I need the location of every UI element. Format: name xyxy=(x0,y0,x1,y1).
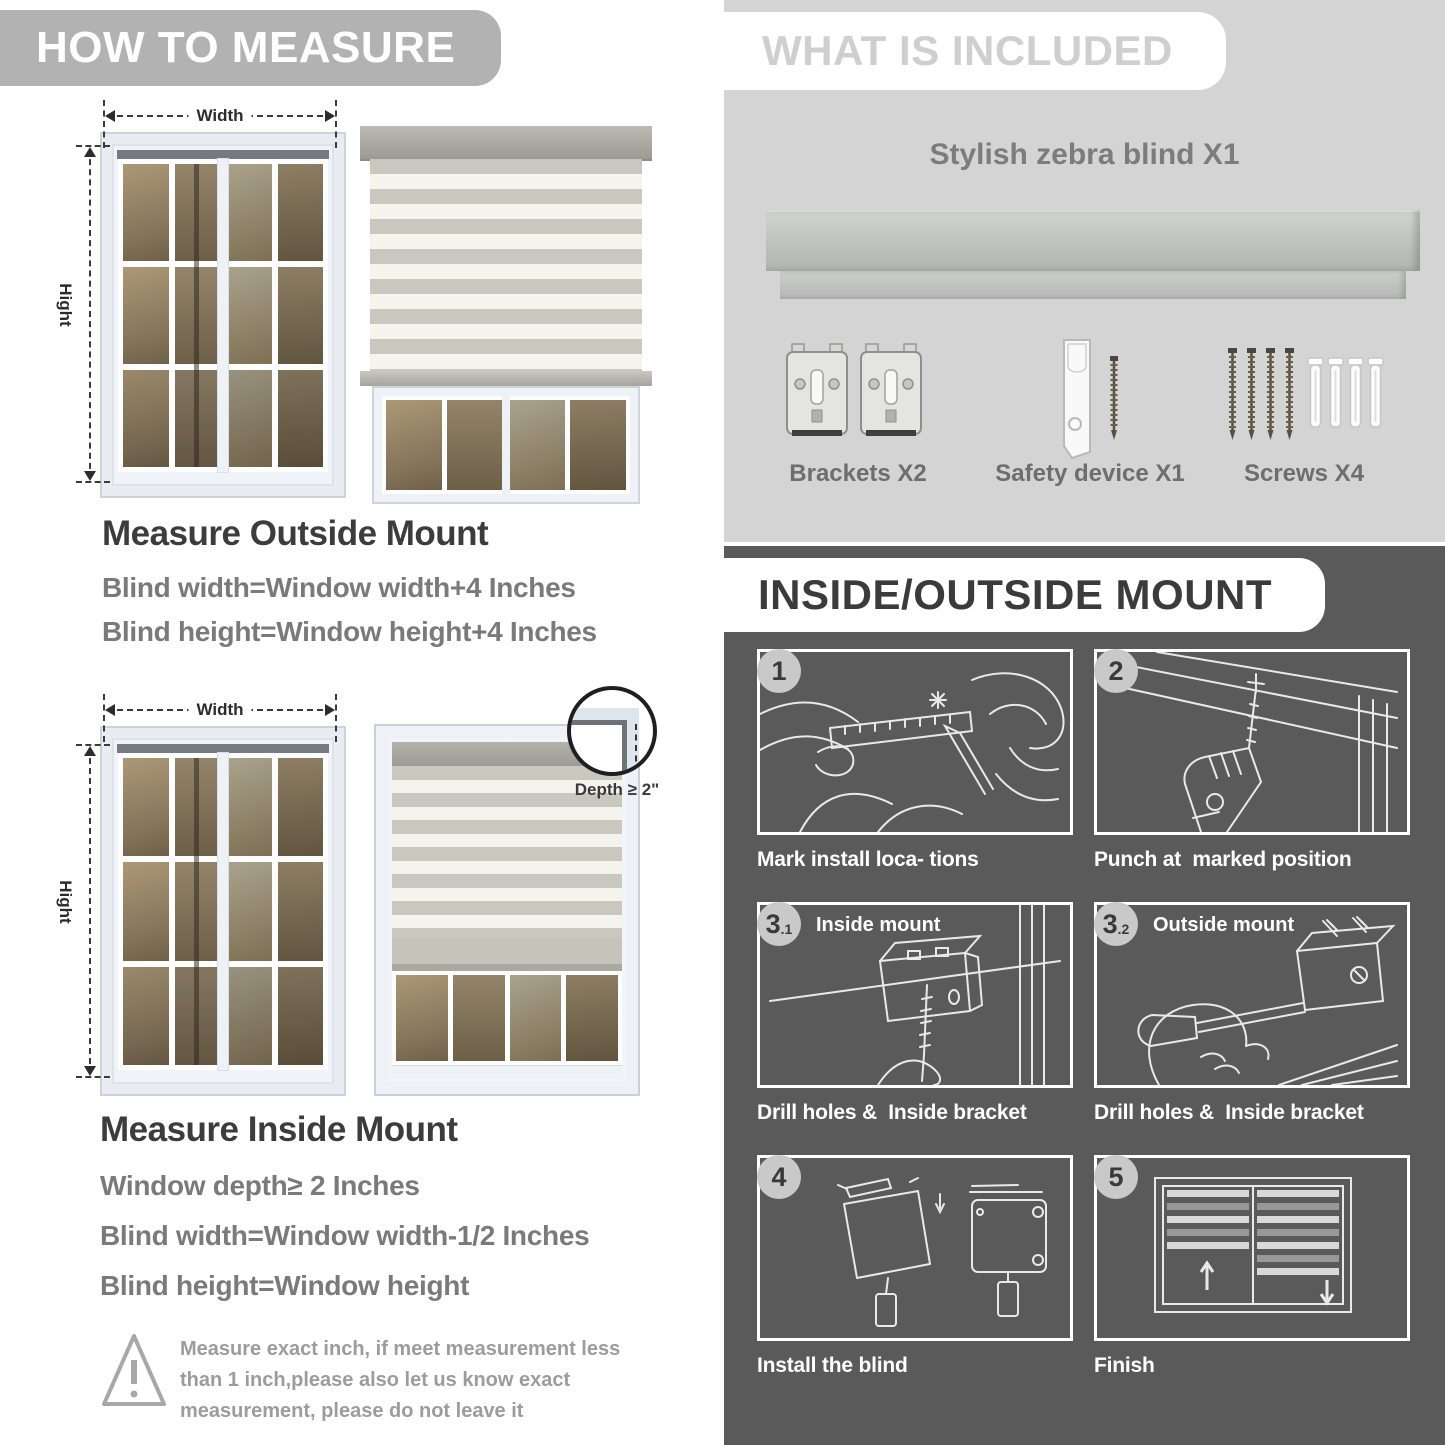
window-sill xyxy=(392,1065,622,1078)
step-2-caption: Punch at marked position xyxy=(1094,848,1352,871)
window-center-mullion xyxy=(502,396,510,494)
depth-magnifier-icon xyxy=(567,686,657,776)
safety-device-label: Safety device X1 xyxy=(995,460,1185,487)
section-divider xyxy=(724,542,1445,546)
window-photo-outside xyxy=(100,132,346,498)
warning-line-2: than 1 inch,please also let us know exact xyxy=(180,1369,571,1391)
step-5-image-box xyxy=(1094,1155,1410,1341)
width-tick-right xyxy=(335,694,337,742)
step-3-2-title: Outside mount xyxy=(1153,914,1295,936)
step-3-1-image-box xyxy=(757,902,1073,1088)
what-is-included-title: WHAT IS INCLUDED xyxy=(762,27,1173,74)
screws-icon xyxy=(1224,346,1300,451)
width-label: Width xyxy=(188,105,251,127)
window-top-sash xyxy=(117,744,329,753)
warning-text xyxy=(180,1334,620,1427)
install-blind-illustration xyxy=(760,1158,1070,1338)
arrowhead-up-icon xyxy=(84,746,96,756)
window-center-mullion xyxy=(218,753,228,1070)
window-center-mullion xyxy=(218,159,228,472)
step-card-2 xyxy=(1094,649,1410,872)
step-3-1-badge: 3 .1 xyxy=(757,902,801,946)
warning-triangle-icon xyxy=(98,1328,170,1414)
outside-mount-heading: Measure Outside Mount xyxy=(102,514,489,553)
step-1-badge: 1 xyxy=(757,649,801,693)
width-arrow-inside xyxy=(104,700,336,720)
depth-label: Depth ≥ 2" xyxy=(574,780,660,799)
arrowhead-right-icon xyxy=(325,110,335,122)
height-arrow-outside xyxy=(80,146,100,482)
headrail-image xyxy=(766,210,1420,271)
safety-device-icon xyxy=(1058,336,1096,467)
width-label: Width xyxy=(188,699,251,721)
step-4-caption: Install the blind xyxy=(757,1354,908,1377)
step-3-1-caption: Drill holes & Inside bracket xyxy=(757,1101,1027,1124)
window-below-blind xyxy=(372,386,640,504)
step-1-image-box xyxy=(757,649,1073,835)
step-card-3-2 xyxy=(1094,902,1410,1125)
step-card-5 xyxy=(1094,1155,1410,1378)
arrowhead-left-icon xyxy=(105,704,115,716)
height-arrow-inside xyxy=(80,745,100,1077)
step-3-2-caption: Drill holes & Inside bracket xyxy=(1094,1101,1364,1124)
width-tick-left xyxy=(103,100,105,148)
mount-section-header xyxy=(724,558,1325,632)
inside-mount-rule-width: Blind width=Window width-1/2 Inches xyxy=(100,1220,590,1251)
ruler-marking-illustration xyxy=(760,652,1070,832)
inside-mount-rule-depth: Window depth≥ 2 Inches xyxy=(100,1170,420,1201)
frame-inner-horizontal xyxy=(567,720,627,725)
height-tick-bottom xyxy=(76,481,110,483)
mount-section-title: INSIDE/OUTSIDE MOUNT xyxy=(758,571,1273,618)
drill-illustration xyxy=(1097,652,1407,832)
headrail-bottom-tier xyxy=(780,271,1406,299)
width-tick-left xyxy=(103,694,105,742)
wall-anchors-icon xyxy=(1306,356,1386,441)
step-5-badge: 5 xyxy=(1094,1155,1138,1199)
outside-mount-rule-width: Blind width=Window width+4 Inches xyxy=(102,572,576,603)
bracket-icon xyxy=(784,342,850,449)
blind-bottom-rail xyxy=(360,371,652,386)
arrowhead-right-icon xyxy=(325,704,335,716)
step-3-2-image-box xyxy=(1094,902,1410,1088)
height-dashed-line xyxy=(89,149,91,479)
safety-screw-icon xyxy=(1106,354,1122,445)
warning-line-1: Measure exact inch, if meet measurement less xyxy=(180,1338,621,1360)
step-4-image-box xyxy=(757,1155,1073,1341)
step-2-image-box xyxy=(1094,649,1410,835)
height-label-outside: Hight xyxy=(56,283,75,327)
outside-mount-rule-height: Blind height=Window height+4 Inches xyxy=(102,616,597,647)
brackets-label: Brackets X2 xyxy=(789,460,927,487)
finished-blinds-illustration xyxy=(1097,1158,1407,1338)
step-3-2-badge: 3 .2 xyxy=(1094,902,1138,946)
how-to-measure-title: HOW TO MEASURE xyxy=(36,23,456,72)
arrowhead-up-icon xyxy=(84,147,96,157)
height-label-inside: Hight xyxy=(56,880,75,924)
blind-bottom-rail xyxy=(392,964,622,971)
screws-label: Screws X4 xyxy=(1243,460,1365,487)
step-card-1 xyxy=(757,649,1073,872)
step-2-badge: 2 xyxy=(1094,649,1138,693)
blind-photo-outside-mount xyxy=(360,112,652,504)
bracket-icon xyxy=(858,342,924,449)
window-photo-inside xyxy=(100,726,346,1096)
step-card-3-1 xyxy=(757,902,1073,1125)
product-label: Stylish zebra blind X1 xyxy=(929,138,1240,171)
step-1-caption: Mark install loca- tions xyxy=(757,848,979,871)
height-tick-bottom xyxy=(76,1076,110,1078)
step-5-caption: Finish xyxy=(1094,1354,1155,1377)
window-top-sash xyxy=(117,150,329,159)
width-tick-right xyxy=(335,100,337,148)
arrowhead-left-icon xyxy=(105,110,115,122)
inside-mount-rule-height: Blind height=Window height xyxy=(100,1270,470,1301)
height-dashed-line xyxy=(89,748,91,1074)
step-card-4 xyxy=(757,1155,1073,1378)
step-4-badge: 4 xyxy=(757,1155,801,1199)
arrowhead-down-icon xyxy=(84,471,96,481)
step-3-1-title: Inside mount xyxy=(816,914,941,936)
frame-inner-vertical xyxy=(622,720,627,776)
blind-cassette xyxy=(360,126,652,159)
how-to-measure-header xyxy=(0,10,501,86)
blind-solid-band xyxy=(392,938,622,964)
depth-dashed-line xyxy=(635,724,637,772)
what-is-included-header xyxy=(724,12,1226,90)
warning-line-3: measurement, please do not leave it xyxy=(180,1400,524,1422)
window-below-blind xyxy=(392,971,622,1065)
inside-mount-heading: Measure Inside Mount xyxy=(100,1110,458,1149)
blind-zebra-stripes xyxy=(370,159,642,371)
arrowhead-down-icon xyxy=(84,1066,96,1076)
width-arrow-outside xyxy=(104,106,336,126)
